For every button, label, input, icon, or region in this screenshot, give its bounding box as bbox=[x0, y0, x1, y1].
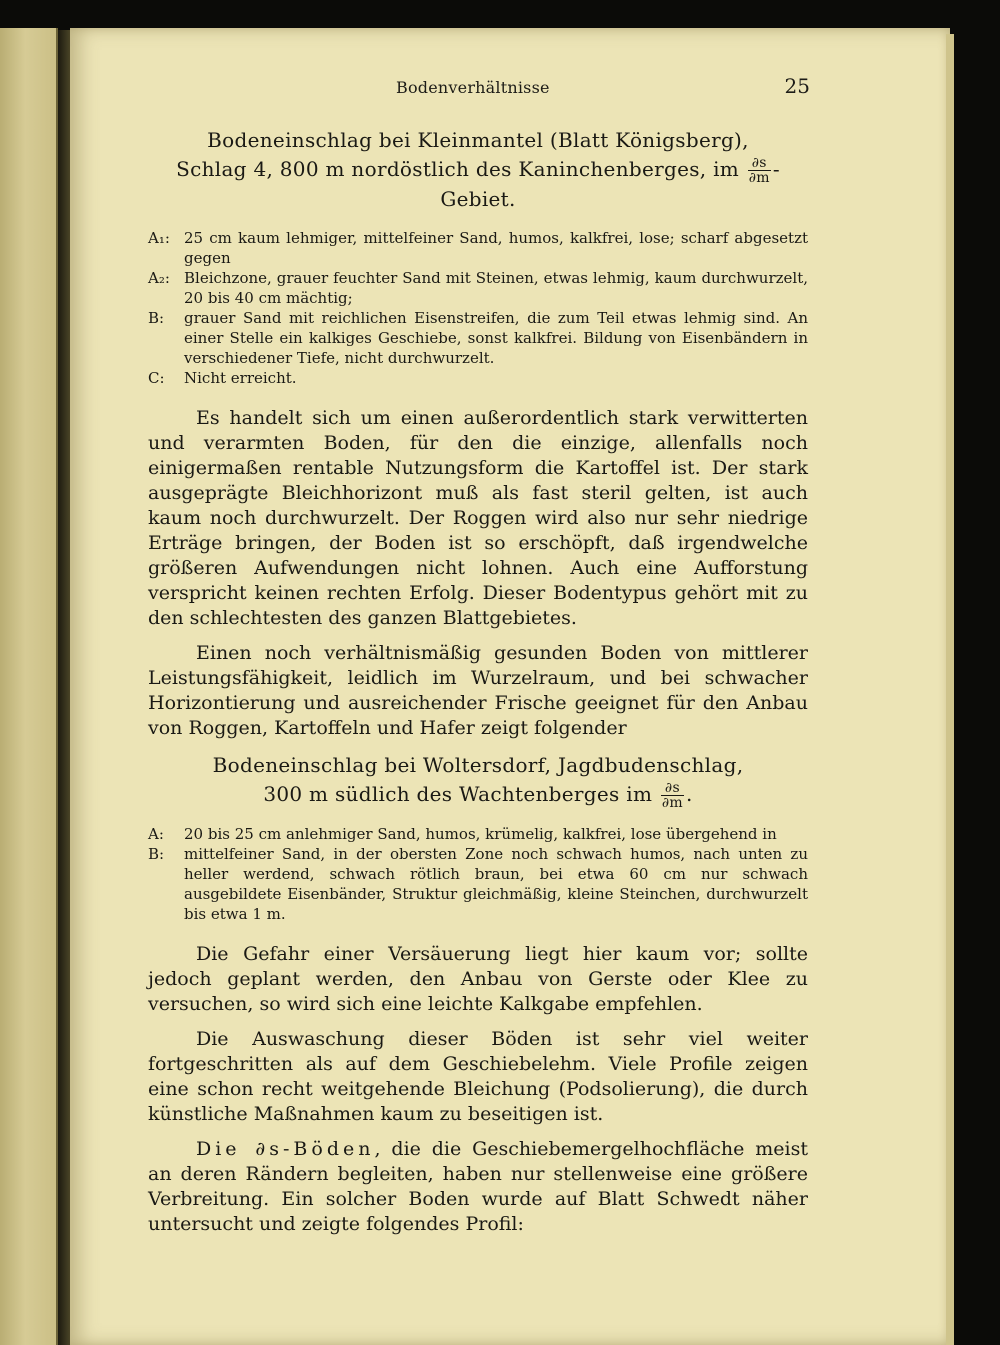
left-page-edge bbox=[0, 28, 58, 1345]
horizon-label: A₁: bbox=[148, 229, 170, 247]
right-page-edge bbox=[946, 34, 954, 1345]
profile-heading-kleinmantel bbox=[148, 126, 808, 214]
soil-profile-woltersdorf bbox=[148, 824, 808, 924]
body-paragraph: Es handelt sich um einen außerordentlich stark verwitterten und verarmten Boden, für den die einzige, allenfalls noch einigermaßen rentable Nutzungsform die Kartoffel ist. Der stark ausgeprägte Bleichhorizont muß als fast steril gelten, ist auch kaum noch durchwurzelt. Der Roggen wird also nur sehr niedrige Erträge bringen, der Boden ist so erschöpft, daß irgendwelche größeren Aufwendungen nicht lohnen. Auch eine Aufforstung verspricht keinen rechten Erfolg. Dieser Bodentypus gehört mit zu den schlechtesten des ganzen Blattgebietes. bbox=[148, 407, 808, 629]
body-paragraph: Einen noch verhältnismäßig gesunden Boden von mittlerer Leistungsfähigkeit, leidlich im Wurzelraum, und bei schwacher Horizontierung und ausreichender Frische geeignet für den Anbau von Roggen, Kartoffeln und Hafer zeigt folgender bbox=[148, 642, 808, 739]
spaced-emphasis: Die ∂s-Böden bbox=[196, 1138, 375, 1160]
book-gutter bbox=[58, 30, 70, 1345]
horizon-row bbox=[148, 844, 808, 924]
horizon-label: C: bbox=[148, 369, 165, 387]
horizon-label: B: bbox=[148, 845, 165, 863]
book-page bbox=[70, 28, 950, 1345]
heading-line: Bodeneinschlag bei Woltersdorf, Jagdbudenschlag, bbox=[212, 753, 744, 777]
horizon-description: 25 cm kaum lehmiger, mittelfeiner Sand, humos, kalkfrei, lose; scharf abgesetzt gegen bbox=[184, 229, 808, 267]
horizon-row bbox=[148, 368, 808, 388]
heading-line: 300 m südlich des Wachtenberges im $\frac{\partial s}{\partial m}$ . bbox=[263, 780, 693, 811]
horizon-description: mittelfeiner Sand, in der obersten Zone noch schwach humos, nach unten zu heller werdend, schwach rötlich braun, bei etwa 60 cm nur schwach ausgebildete Eisenbänder, Struktur gleichmäßig, kleine Steinchen, durchwurzelt bis etwa 1 m. bbox=[184, 845, 808, 923]
profile-heading-woltersdorf bbox=[148, 751, 808, 810]
ds-dm-fraction: $\frac{\partial s}{\partial m}$ bbox=[748, 155, 770, 186]
horizon-description: 20 bis 25 cm anlehmiger Sand, humos, krümelig, kalkfrei, lose übergehend in bbox=[184, 825, 777, 843]
horizon-description: grauer Sand mit reichlichen Eisenstreifen, die zum Teil etwas lehmig sind. An einer Stelle ein kalkiges Geschiebe, sonst kalkfrei. Bildung von Eisenbändern in verschiedener Tiefe, nicht durchwurzelt. bbox=[184, 309, 808, 367]
horizon-description: Nicht erreicht. bbox=[184, 369, 297, 387]
horizon-label: B: bbox=[148, 309, 165, 327]
horizon-row bbox=[148, 308, 808, 368]
heading-line: Schlag 4, 800 m nordöstlich des Kaninchenberges, im $\frac{\partial s}{\partial m}$ -Gebiet. bbox=[176, 155, 780, 211]
ds-dm-fraction: $\frac{\partial s}{\partial m}$ bbox=[661, 780, 683, 811]
horizon-row bbox=[148, 824, 808, 844]
horizon-row bbox=[148, 228, 808, 268]
horizon-description: Bleichzone, grauer feuchter Sand mit Steinen, etwas lehmig, kaum durchwurzelt, 20 bis 40 cm mächtig; bbox=[184, 269, 808, 307]
heading-line: Bodeneinschlag bei Kleinmantel (Blatt Königsberg), bbox=[207, 128, 749, 152]
page-number: 25 bbox=[784, 74, 810, 98]
horizon-label: A: bbox=[148, 825, 164, 843]
horizon-row bbox=[148, 268, 808, 308]
soil-profile-kleinmantel bbox=[148, 228, 808, 388]
page-header bbox=[70, 74, 950, 104]
body-paragraph: Die Auswaschung dieser Böden ist sehr viel weiter fortgeschritten als auf dem Geschiebelehm. Viele Profile zeigen eine schon recht weitgehende Bleichung (Podsolierung), die durch künstliche Maßnahmen kaum zu beseitigen ist. bbox=[148, 1028, 808, 1125]
page-content bbox=[148, 126, 808, 1247]
running-head: Bodenverhältnisse bbox=[396, 78, 550, 97]
body-paragraph: Die Gefahr einer Versäuerung liegt hier kaum vor; sollte jedoch geplant werden, den Anbau von Gerste oder Klee zu versuchen, so wird sich eine leichte Kalkgabe empfehlen. bbox=[148, 943, 808, 1015]
body-paragraph-ds-soils: Die ∂s-Böden, die die Geschiebemergelhochfläche meist an deren Rändern begleiten, haben nur stellenweise eine größere Verbreitung. Ein solcher Boden wurde auf Blatt Schwedt näher untersucht und zeigte folgendes Profil: bbox=[148, 1138, 809, 1235]
horizon-label: A₂: bbox=[148, 269, 170, 287]
